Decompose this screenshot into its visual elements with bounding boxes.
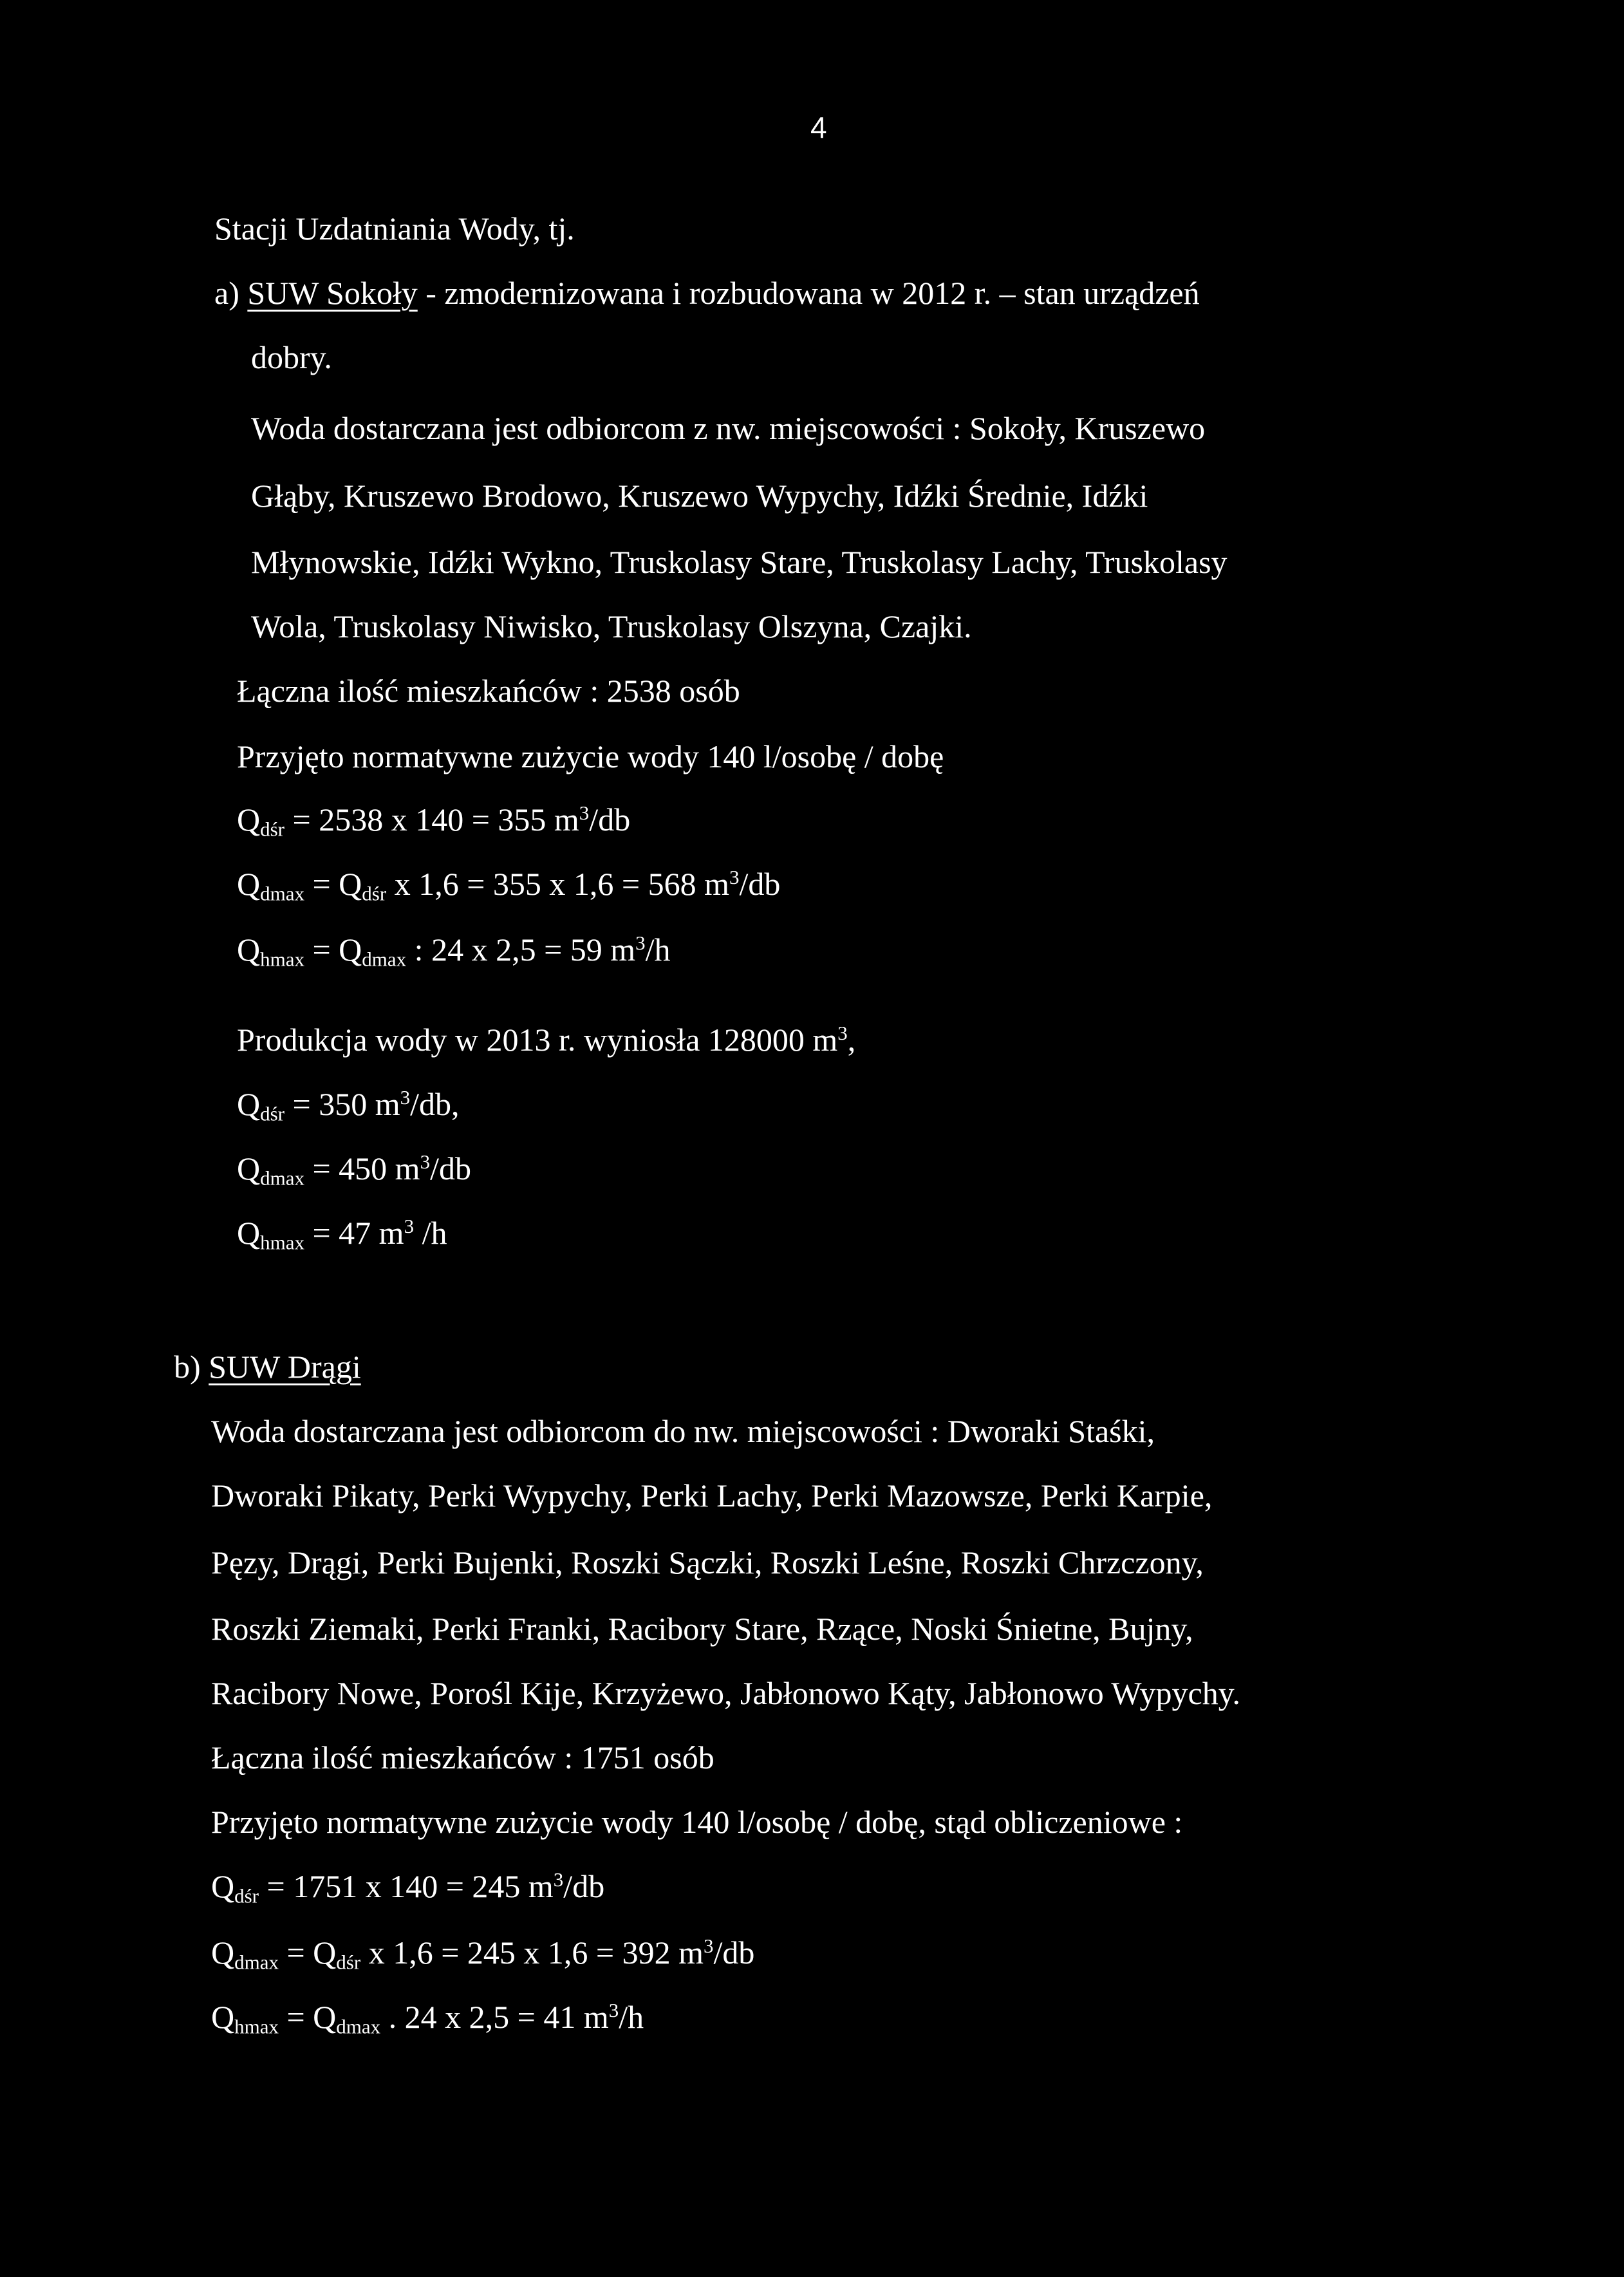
section-a-name: SUW Sokoły [247, 275, 418, 311]
section-b-places-line: Woda dostarczana jest odbiorcom do nw. miejscowości : Dworaki Staśki, [211, 1413, 1155, 1449]
section-b-name: SUW Drągi [209, 1349, 361, 1385]
section-a-residents: Łączna ilość mieszkańców : 2538 osób [237, 673, 740, 709]
intro-line: Stacji Uzdatniania Wody, tj. [214, 211, 575, 247]
section-a-measured-qdmax: $Q_{dmax} = 450$ $m^3/db$ [237, 1150, 471, 1190]
section-a-places-line: Wola, Truskolasy Niwisko, Truskolasy Olszyna, Czajki. [251, 608, 972, 644]
section-a-qhmax-formula: $Q_{hmax} = Q_{dmax}$ : 24 x 2,5 = 59 $m^3/h$ [237, 931, 671, 971]
section-a-measured-qhmax: $Q_{hmax} = 47$ $m^3$ /h [237, 1214, 447, 1254]
section-b-places-line: Dworaki Pikaty, Perki Wypychy, Perki Lachy, Perki Mazowsze, Perki Karpie, [211, 1477, 1213, 1513]
section-a-qdmax-formula: $Q_{dmax} = Q_{dśr}$ x 1,6 = 355 x 1,6 = 568 $m^3/db$ [237, 865, 781, 905]
section-b-qhmax-formula: $Q_{hmax} = Q_{dmax}$ . 24 x 2,5 = 41 $m^3/h$ [211, 1998, 644, 2038]
section-a-marker: a) [214, 275, 239, 311]
section-a-production: Produkcja wody w 2013 r. wyniosła 128000 $m^3$, [237, 1021, 856, 1058]
section-a-places-line: Woda dostarczana jest odbiorcom z nw. miejscowości : Sokoły, Kruszewo [251, 410, 1206, 446]
section-b-places-line: Pęzy, Drągi, Perki Bujenki, Roszki Sączki, Roszki Leśne, Roszki Chrzczony, [211, 1544, 1204, 1580]
section-a-heading [214, 277, 1200, 309]
section-a-places-line: Młynowskie, Idźki Wykno, Truskolasy Stare, Truskolasy Lachy, Truskolasy [251, 544, 1227, 580]
section-b-places-line: Roszki Ziemaki, Perki Franki, Racibory Stare, Rzące, Noski Śnietne, Bujny, [211, 1611, 1193, 1647]
section-b-places-line: Racibory Nowe, Porośl Kije, Krzyżewo, Jabłonowo Kąty, Jabłonowo Wypychy. [211, 1675, 1240, 1711]
section-a-heading-rest: - zmodernizowana i rozbudowana w 2012 r. – stan urządzeń [417, 275, 1200, 311]
section-a-heading-cont: dobry. [251, 339, 332, 375]
section-b-qdmax-formula: $Q_{dmax} = Q_{dśr}$ x 1,6 = 245 x 1,6 = 392 $m^3/db$ [211, 1934, 755, 1974]
section-a-measured-qdsr: $Q_{dśr} = 350$ $m^3/db$, [237, 1085, 460, 1125]
section-a-qdsr-formula: $Q_{dśr} = 2538$ x 140 = 355 $m^3/db$ [237, 801, 631, 841]
section-b-heading [174, 1351, 361, 1383]
section-b-marker: b) [174, 1349, 201, 1385]
section-b-qdsr-formula: $Q_{dśr} = 1751$ x 140 = 245 $m^3/db$ [211, 1868, 605, 1907]
section-b-norm: Przyjęto normatywne zużycie wody 140 l/osobę / dobę, stąd obliczeniowe : [211, 1804, 1183, 1840]
section-b-residents: Łączna ilość mieszkańców : 1751 osób [211, 1739, 714, 1776]
section-a-norm: Przyjęto normatywne zużycie wody 140 l/osobę / dobę [237, 738, 944, 774]
section-a-places-line: Głąby, Kruszewo Brodowo, Kruszewo Wypychy, Idźki Średnie, Idźki [251, 478, 1148, 514]
page-number: 4 [810, 111, 827, 144]
